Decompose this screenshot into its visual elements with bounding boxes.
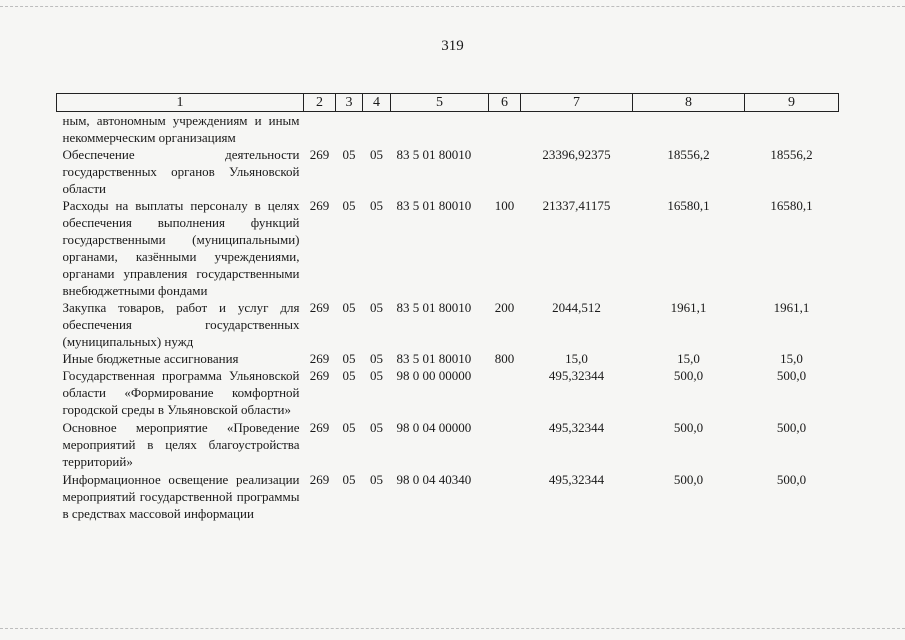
scan-edge-bottom	[0, 628, 905, 630]
cell-amount-1	[521, 112, 633, 147]
cell-amount-1: 23396,92375	[542, 147, 611, 162]
cell-subsection	[363, 112, 391, 147]
row-description: ным, автономным учреждениям и иным некоммерческим организациям	[62, 113, 300, 145]
cell-admin-code: 269	[309, 300, 330, 315]
cell-target-code: 83 5 01 80010	[396, 300, 472, 315]
cell-target-code: 83 5 01 80010	[396, 198, 472, 213]
cell-admin-code: 269	[309, 472, 330, 487]
cell-expense-type	[489, 112, 521, 147]
table-row	[57, 418, 839, 470]
cell-amount-3: 1961,1	[773, 300, 810, 315]
cell-amount-3: 500,0	[776, 420, 807, 435]
row-description: Государственная программа Ульяновской области «Формирование комфортной городской среды в Ульяновской области»	[62, 368, 300, 417]
cell-amount-3: 500,0	[776, 368, 807, 383]
cell-amount-2: 18556,2	[667, 147, 710, 162]
budget-table	[56, 93, 839, 522]
cell-expense-type	[489, 470, 521, 522]
cell-section: 05	[342, 420, 356, 435]
cell-expense-type	[489, 367, 521, 418]
table-row	[57, 350, 839, 367]
row-description: Информационное освещение реализации мероприятий государственной программы в средствах массовой информации	[62, 472, 300, 521]
cell-section	[336, 112, 363, 147]
cell-amount-1: 495,32344	[548, 420, 605, 435]
row-description: Расходы на выплаты персоналу в целях обеспечения выполнения функций государственными (муниципальными) органами, казёнными учреждениями, органами управления государственными внебюджетными фондами	[62, 198, 300, 298]
column-header: 8	[633, 94, 745, 112]
cell-amount-2: 16580,1	[667, 198, 710, 213]
cell-section: 05	[342, 147, 356, 162]
cell-expense-type: 100	[494, 198, 515, 213]
cell-target-code: 83 5 01 80010	[396, 351, 472, 366]
cell-amount-1: 2044,512	[552, 300, 601, 315]
cell-section: 05	[342, 300, 356, 315]
column-header: 5	[391, 94, 489, 112]
row-description: Основное мероприятие «Проведение мероприятий в целях благоустройства территорий»	[62, 420, 300, 469]
cell-amount-3: 16580,1	[770, 198, 813, 213]
cell-amount-3: 500,0	[776, 472, 807, 487]
cell-amount-3: 15,0	[780, 351, 803, 366]
cell-expense-type: 200	[494, 300, 515, 315]
scan-edge-top	[0, 6, 905, 8]
table-row	[57, 197, 839, 299]
cell-amount-1: 15,0	[565, 351, 588, 366]
table-row	[57, 146, 839, 197]
cell-section: 05	[342, 198, 356, 213]
cell-subsection: 05	[370, 472, 383, 487]
table-row	[57, 470, 839, 522]
cell-amount-2: 15,0	[677, 351, 700, 366]
cell-subsection: 05	[370, 147, 383, 162]
cell-expense-type	[489, 146, 521, 197]
cell-admin-code: 269	[309, 147, 330, 162]
column-header: 1	[57, 94, 304, 112]
cell-expense-type: 800	[494, 351, 515, 366]
cell-admin-code	[304, 112, 336, 147]
cell-target-code	[391, 112, 489, 147]
table-row	[57, 299, 839, 350]
cell-amount-2: 500,0	[673, 472, 704, 487]
cell-amount-2: 1961,1	[670, 300, 707, 315]
column-header: 7	[521, 94, 633, 112]
cell-target-code: 98 0 00 00000	[396, 368, 472, 383]
column-header: 2	[304, 94, 336, 112]
cell-amount-2: 500,0	[673, 420, 704, 435]
cell-subsection: 05	[370, 300, 383, 315]
column-header: 3	[336, 94, 363, 112]
cell-subsection: 05	[370, 351, 383, 366]
cell-section: 05	[342, 351, 356, 366]
page-number: 319	[441, 38, 464, 54]
cell-section: 05	[342, 472, 356, 487]
cell-amount-3: 18556,2	[770, 147, 813, 162]
cell-admin-code: 269	[309, 368, 330, 383]
table-row	[57, 367, 839, 418]
column-number-row	[57, 94, 839, 112]
cell-admin-code: 269	[309, 198, 330, 213]
cell-amount-1: 21337,41175	[542, 198, 611, 213]
row-description: Закупка товаров, работ и услуг для обеспечения государственных (муниципальных) нужд	[62, 300, 300, 349]
cell-target-code: 98 0 04 00000	[396, 420, 472, 435]
row-description: Иные бюджетные ассигнования	[62, 351, 239, 366]
cell-amount-2	[633, 112, 745, 147]
column-header: 4	[363, 94, 391, 112]
column-header: 9	[745, 94, 839, 112]
column-header: 6	[489, 94, 521, 112]
cell-subsection: 05	[370, 368, 383, 383]
cell-admin-code: 269	[309, 420, 330, 435]
cell-subsection: 05	[370, 198, 383, 213]
cell-subsection: 05	[370, 420, 383, 435]
cell-admin-code: 269	[309, 351, 330, 366]
cell-target-code: 98 0 04 40340	[396, 472, 472, 487]
cell-amount-3	[745, 112, 839, 147]
cell-amount-2: 500,0	[673, 368, 704, 383]
cell-target-code: 83 5 01 80010	[396, 147, 472, 162]
table-row	[57, 112, 839, 147]
cell-expense-type	[489, 418, 521, 470]
cell-amount-1: 495,32344	[548, 368, 605, 383]
cell-section: 05	[342, 368, 356, 383]
cell-amount-1: 495,32344	[548, 472, 605, 487]
row-description: Обеспечение деятельности государственных органов Ульяновской области	[62, 147, 300, 196]
